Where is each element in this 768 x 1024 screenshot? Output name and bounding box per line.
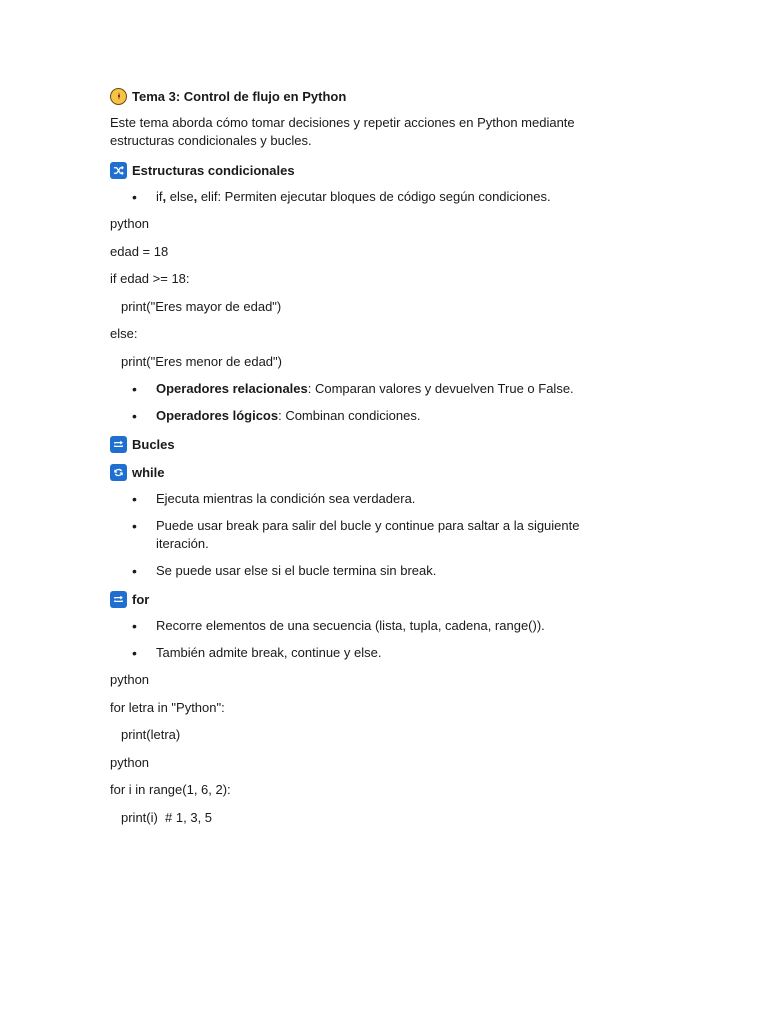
operators-list	[110, 380, 610, 425]
code-line: edad = 18	[110, 243, 169, 259]
separator: ,	[162, 189, 170, 204]
list-item: • Se puede usar else si el bucle termina sin break.	[110, 562, 610, 580]
list-item	[110, 380, 610, 398]
keyword-if: if	[156, 189, 163, 204]
list-item-term: Operadores relacionales	[156, 381, 308, 396]
for-heading-label: for	[132, 591, 150, 607]
conditionals-list	[110, 188, 610, 206]
list-item: • También admite break, continue y else.	[110, 644, 610, 662]
document-content	[110, 86, 610, 836]
repeat-icon	[110, 436, 127, 453]
separator: ,	[193, 189, 201, 204]
title-heading	[110, 86, 610, 106]
list-item	[110, 407, 610, 425]
code-line: print("Eres menor de edad")	[121, 353, 282, 369]
loops-heading	[110, 434, 610, 454]
conditionals-heading	[110, 160, 610, 180]
while-list	[110, 490, 610, 580]
code-line: python	[110, 672, 150, 687]
code-line: for i in range(1, 6, 2):	[110, 782, 231, 797]
list-item-text: : Permiten ejecutar bloques de código según condiciones.	[217, 189, 551, 204]
refresh-icon	[110, 464, 127, 481]
while-heading-label: while	[132, 464, 165, 480]
code-line: if edad >= 18:	[110, 271, 190, 286]
for-heading	[110, 589, 610, 609]
page-title: Tema 3: Control de flujo en Python	[132, 88, 347, 104]
conditionals-heading-label: Estructuras condicionales	[132, 162, 295, 178]
keyword-else: else	[169, 189, 194, 204]
list-item	[110, 188, 610, 206]
while-heading	[110, 462, 610, 482]
list-item-text: : Comparan valores y devuelven True o False.	[307, 381, 574, 396]
for-list	[110, 617, 610, 662]
shuffle-icon	[110, 162, 127, 179]
code-line: python	[110, 754, 150, 770]
list-item: • Puede usar break para salir del bucle y continue para saltar a la siguiente iteración.	[110, 517, 610, 553]
compass-icon	[110, 88, 127, 105]
keyword-elif: elif	[200, 189, 218, 204]
code-line: python	[110, 216, 150, 231]
list-item-term: Operadores lógicos	[156, 408, 279, 423]
list-item: • Recorre elementos de una secuencia (lista, tupla, cadena, range()).	[110, 617, 610, 635]
code-line: for letra in "Python":	[110, 699, 225, 715]
code-line: print(letra)	[121, 727, 181, 742]
code-line: print("Eres mayor de edad")	[121, 298, 282, 314]
repeat-icon	[110, 591, 127, 608]
code-line: else:	[110, 326, 138, 341]
list-item-text: : Combinan condiciones.	[278, 408, 421, 423]
intro-text: Este tema aborda cómo tomar decisiones y repetir acciones en Python mediante estructuras condicionales y bucles.	[110, 115, 575, 148]
loops-heading-label: Bucles	[132, 436, 175, 452]
code-line: print(i) # 1, 3, 5	[121, 809, 213, 825]
list-item: • Ejecuta mientras la condición sea verdadera.	[110, 490, 610, 508]
